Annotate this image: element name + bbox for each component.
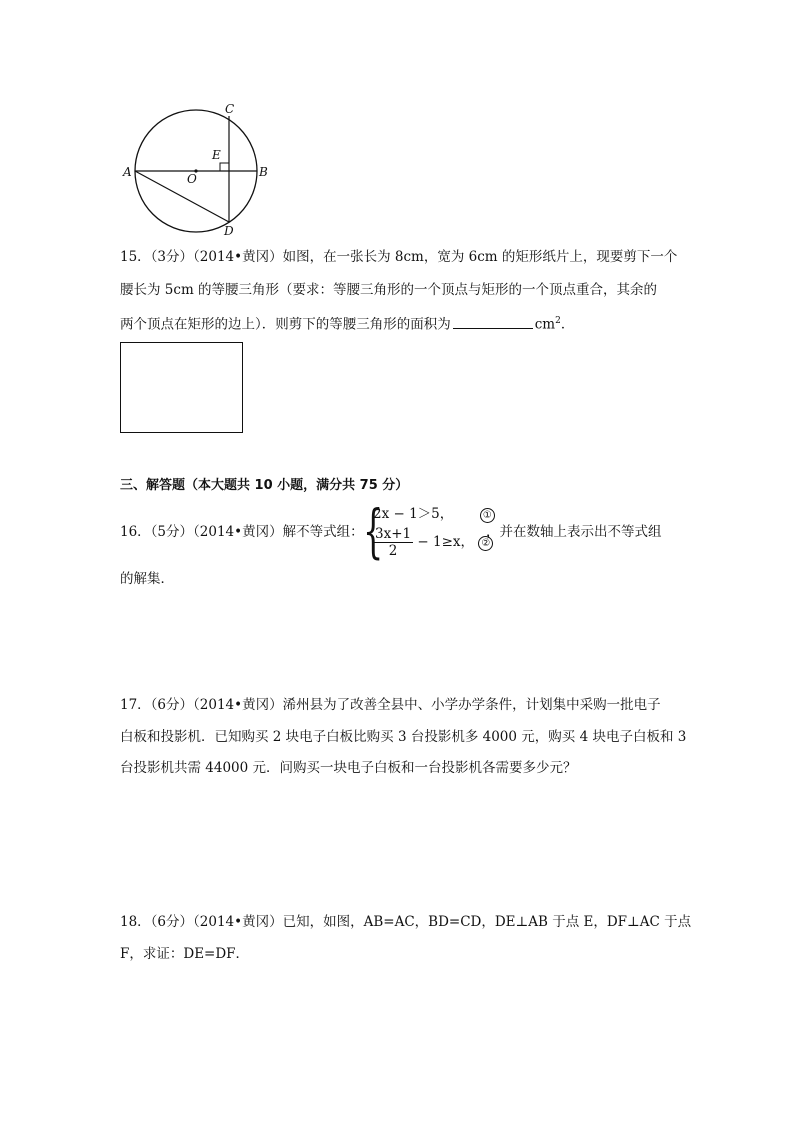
q15-line-3-text: 两个顶点在矩形的边上）．则剪下的等腰三角形的面积为 [120, 316, 451, 333]
circle-figure [118, 100, 278, 240]
q17-line-2: 白板和投影机．已知购买 2 块电子白板比购买 3 台投影机多 4000 元，购买 4 块电子白板和 3 [120, 729, 687, 745]
q17-line-3: 台投影机共需 44000 元．问购买一块电子白板和一台投影机各需要多少元？ [120, 760, 577, 776]
rectangle-figure [120, 342, 243, 433]
q16-prefix: 16．（5分）（2014•黄冈）解不等式组： [120, 524, 364, 540]
q15-line-2: 腰长为 5cm 的等腰三角形（要求：等腰三角形的一个顶点与矩形的一个顶点重合，其余的 [120, 282, 658, 298]
label-c: C [225, 102, 235, 116]
inequality-1-mark: ① [480, 508, 495, 523]
answer-blank [453, 315, 533, 329]
q17-line-1: 17．（6分）（2014•黄冈）浠州县为了改善全县中、小学办学条件，计划集中采购一批电子 [120, 697, 661, 713]
label-a: A [123, 165, 132, 179]
label-e: E [212, 148, 221, 162]
segment-ad [135, 171, 229, 222]
inequality-1-text: 2x − 1＞5， [373, 506, 454, 522]
q16-suffix: ，并在数轴上表示出不等式组 [486, 524, 662, 540]
inequality-2-mark: ② [478, 536, 493, 551]
system-brace: { [363, 497, 384, 565]
q15-line-3-end: ． [560, 316, 575, 333]
q15-line-1: 15．（3分）（2014•黄冈）如图，在一张长为 8cm，宽为 6cm 的矩形纸片上，现要剪下一个 [120, 249, 678, 265]
q18-line-1: 18．（6分）（2014•黄冈）已知，如图，AB=AC，BD=CD，DE⊥AB 于点 E，DF⊥AC 于点 [120, 914, 692, 930]
inequality-2 [373, 526, 493, 559]
fraction-numerator: 3x+1 [375, 526, 412, 542]
q16-line-2: 的解集． [120, 571, 174, 587]
inequality-2-fraction [373, 526, 413, 559]
q15-unit: cm [534, 316, 556, 333]
q15-line-3 [120, 311, 574, 335]
fraction-denominator: 2 [388, 543, 398, 559]
label-o: O [187, 172, 197, 186]
q15-unit-superscript: 2 [555, 316, 561, 326]
label-d: D [224, 224, 234, 238]
right-angle-mark [220, 163, 229, 171]
label-b: B [259, 165, 268, 179]
inequality-2-text: − 1≥x， [417, 534, 475, 550]
q18-line-2: F，求证：DE=DF． [120, 946, 250, 962]
inequality-1 [373, 502, 495, 523]
section-heading: 三、解答题（本大题共 10 小题，满分共 75 分） [120, 478, 409, 493]
